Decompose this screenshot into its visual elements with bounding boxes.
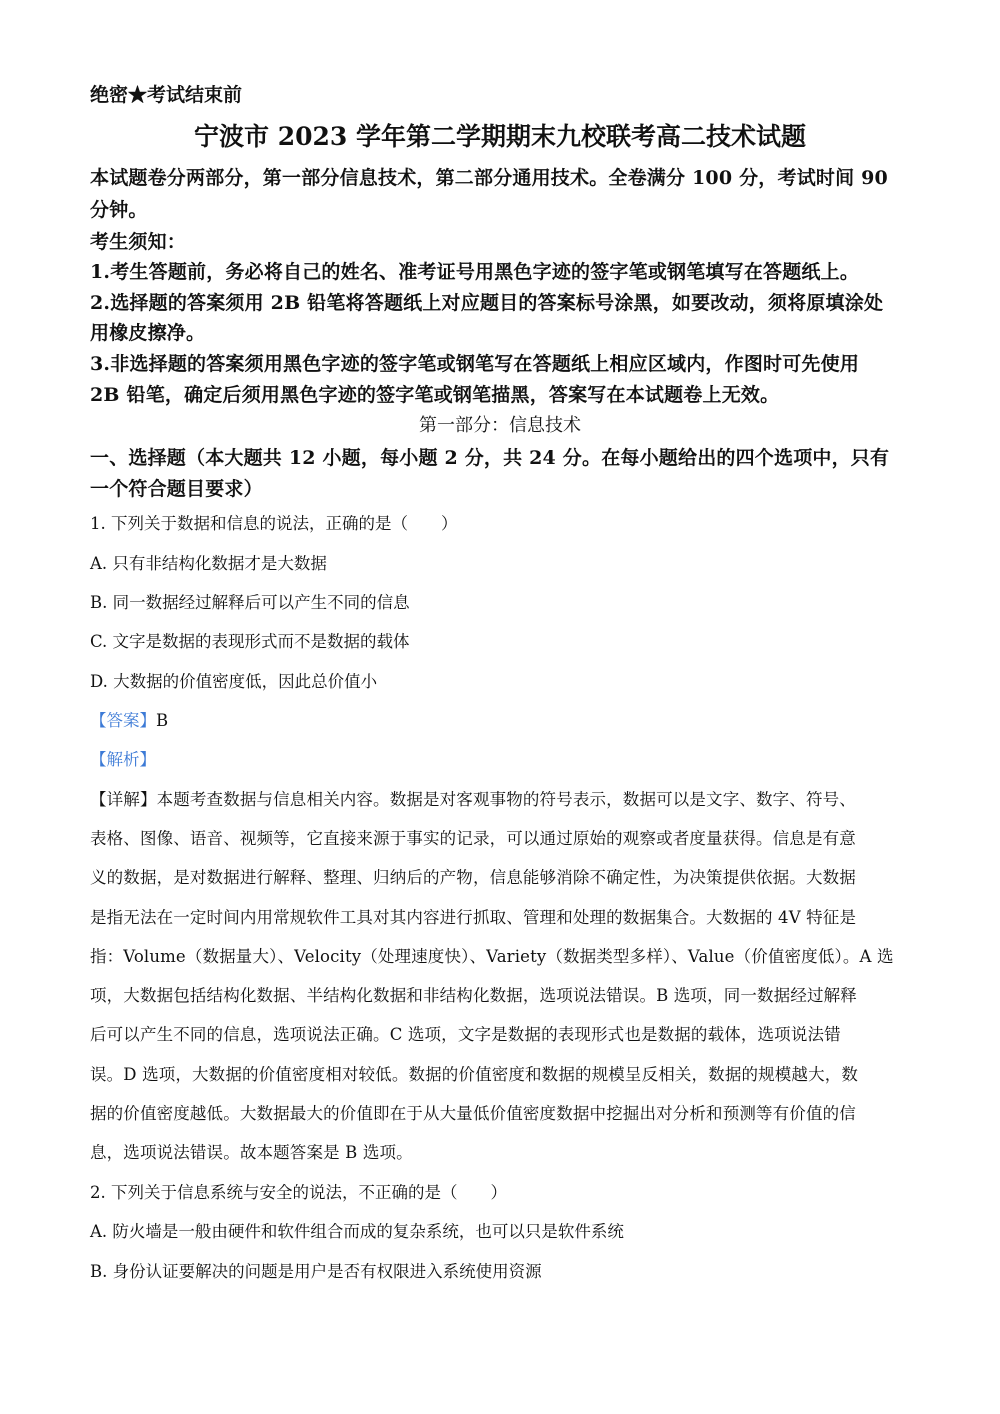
confidential-label: 绝密★考试结束前	[90, 84, 243, 106]
detail-line: 据的价值密度越低。大数据最大的价值即在于从大量低价值密度数据中挖掘出对分析和预测等有价值的信	[90, 1104, 856, 1123]
detail-line: 后可以产生不同的信息，选项说法正确。C 选项，文字是数据的表现形式也是数据的载体，选项说法错	[90, 1025, 841, 1044]
part-title: 第一部分：信息技术	[419, 415, 581, 436]
answer-line	[90, 707, 168, 731]
answer-value: B	[156, 711, 169, 730]
option-b: B. 身份认证要解决的问题是用户是否有权限进入系统使用资源	[90, 1262, 542, 1281]
option-d: D. 大数据的价值密度低，因此总价值小	[90, 672, 378, 691]
intro-line: 本试题卷分两部分，第一部分信息技术，第二部分通用技术。全卷满分 100 分，考试时间 90	[90, 167, 888, 189]
detail-line: 息，选项说法错误。故本题答案是 B 选项。	[90, 1143, 413, 1162]
detail-text: 本题考查数据与信息相关内容。数据是对客观事物的符号表示，数据可以是文字、数字、符号、	[156, 790, 856, 809]
detail-line: 表格、图像、语音、视频等，它直接来源于事实的记录，可以通过原始的观察或者度量获得。信息是有意	[90, 829, 856, 848]
detail-line	[90, 786, 856, 810]
option-c: C. 文字是数据的表现形式而不是数据的载体	[90, 632, 410, 651]
option-a: A. 只有非结构化数据才是大数据	[90, 554, 327, 573]
intro-line: 1.考生答题前，务必将自己的姓名、准考证号用黑色字迹的签字笔或钢笔填写在答题纸上。	[90, 261, 860, 283]
answer-tag: 【答案】	[90, 711, 156, 730]
detail-line: 是指无法在一定时间内用常规软件工具对其内容进行抓取、管理和处理的数据集合。大数据的 4V 特征是	[90, 908, 857, 927]
question-stem: 2. 下列关于信息系统与安全的说法，不正确的是（ ）	[90, 1183, 507, 1202]
intro-line: 用橡皮擦净。	[90, 322, 206, 344]
detail-line: 指：Volume（数据量大）、Velocity（处理速度快）、Variety（数据类型多样）、Value（价值密度低）。A 选	[90, 947, 894, 966]
intro-line: 3.非选择题的答案须用黑色字迹的签字笔或钢笔写在答题纸上相应区域内，作图时可先使用	[90, 353, 860, 375]
intro-line: 分钟。	[90, 199, 148, 221]
option-b: B. 同一数据经过解释后可以产生不同的信息	[90, 593, 410, 612]
detail-line: 项，大数据包括结构化数据、半结构化数据和非结构化数据，选项说法错误。B 选项，同一数据经过解释	[90, 986, 857, 1005]
detail-tag: 【详解】	[90, 790, 157, 809]
intro-line: 2.选择题的答案须用 2B 铅笔将答题纸上对应题目的答案标号涂黑，如要改动，须将原填涂处	[90, 292, 884, 314]
section-heading: 一、选择题（本大题共 12 小题，每小题 2 分，共 24 分。在每小题给出的四个选项中，只有	[90, 447, 890, 469]
analysis-line	[90, 746, 156, 770]
section-heading: 一个符合题目要求）	[90, 478, 263, 500]
analysis-tag: 【解析】	[90, 750, 156, 769]
intro-line: 2B 铅笔，确定后须用黑色字迹的签字笔或钢笔描黑，答案写在本试题卷上无效。	[90, 384, 780, 406]
intro-line: 考生须知：	[90, 231, 187, 253]
option-a: A. 防火墙是一般由硬件和软件组合而成的复杂系统，也可以只是软件系统	[90, 1222, 624, 1241]
exam-title: 宁波市 2023 学年第二学期期末九校联考高二技术试题	[194, 122, 806, 151]
detail-line: 义的数据，是对数据进行解释、整理、归纳后的产物，信息能够消除不确定性，为决策提供依据。大数据	[90, 868, 856, 887]
detail-line: 误。D 选项，大数据的价值密度相对较低。数据的价值密度和数据的规模呈反相关，数据的规模越大，数	[90, 1065, 859, 1084]
question-stem: 1. 下列关于数据和信息的说法，正确的是（ ）	[90, 514, 458, 533]
